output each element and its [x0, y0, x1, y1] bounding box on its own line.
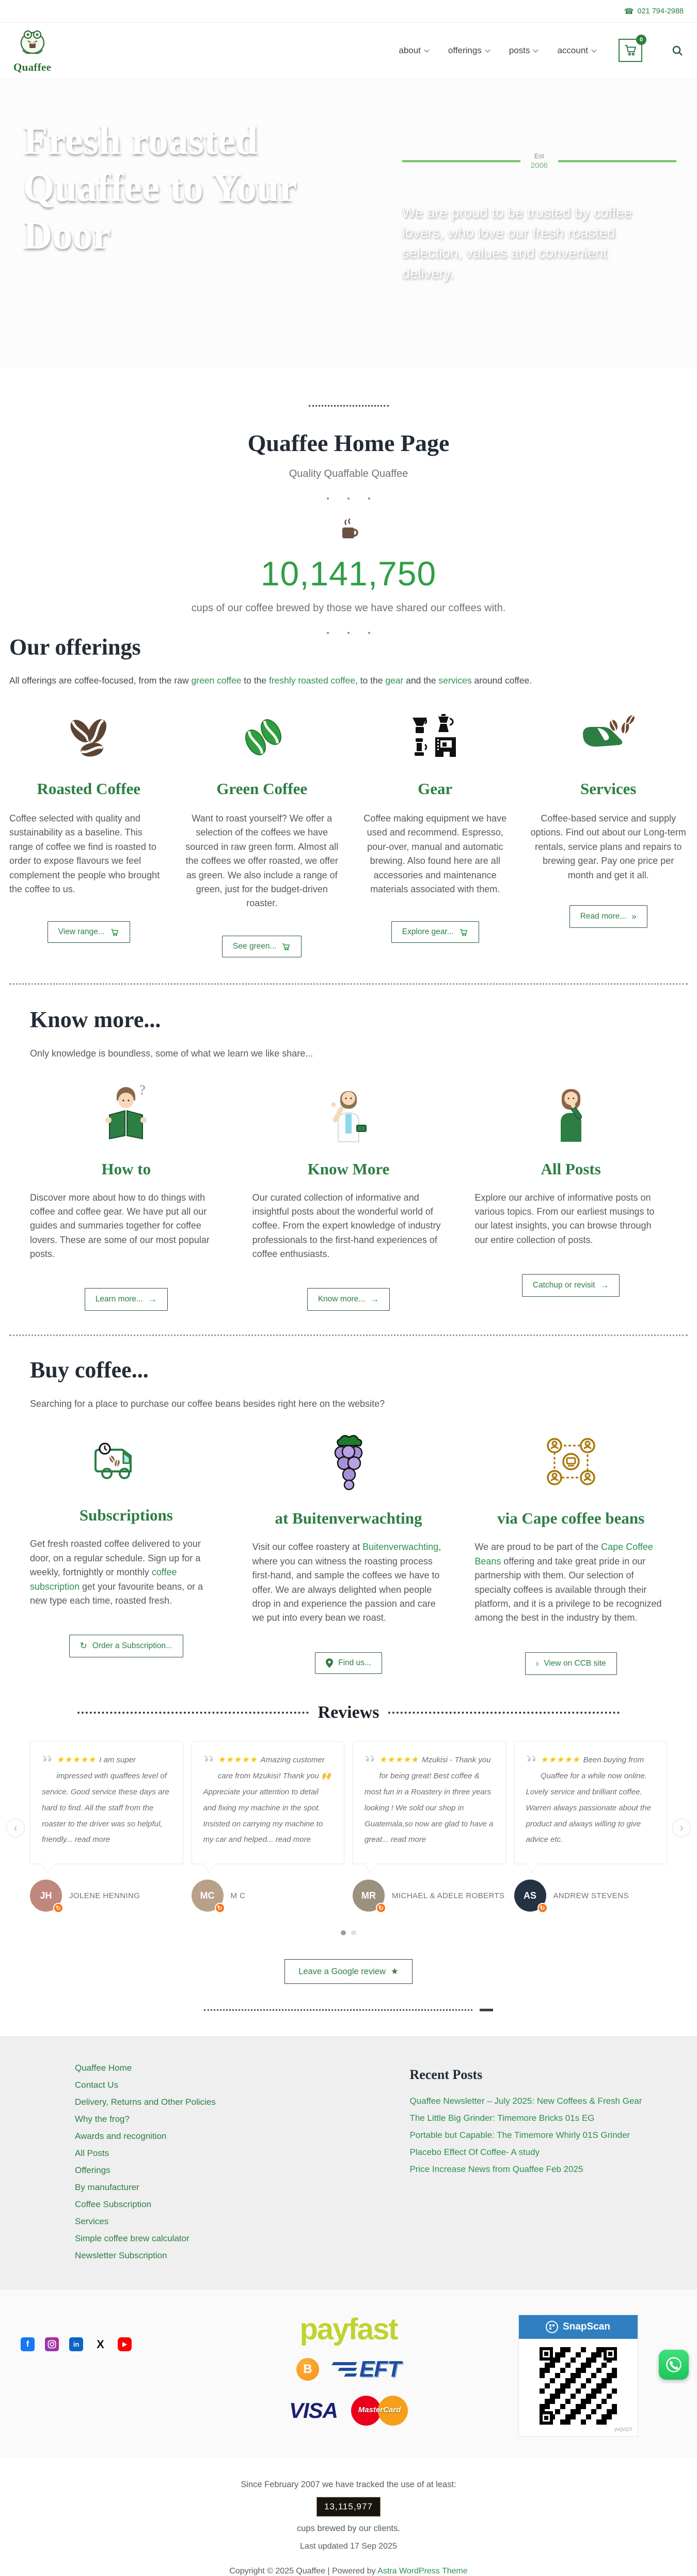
qr-code-label: yvQvQ7l: [614, 2427, 632, 2432]
est-year: 2006: [530, 161, 548, 170]
coffee-gear-icon: [408, 711, 462, 765]
review-text: Amazing customer care from Mzukisi! Thank you 🙌 Appreciate your attention to detail and fixing my machine in the spot. Insisted on carrying my machine to my car and helped... read more: [203, 1755, 331, 1844]
footer-link[interactable]: Quaffee Home: [75, 2063, 132, 2073]
chevron-down-icon: [533, 47, 538, 52]
reviews-section: [0, 1675, 697, 1984]
whatsapp-icon: [665, 2356, 683, 2373]
cart-icon: [281, 942, 291, 951]
offerings-intro: All offerings are coffee-focused, from the raw green coffee to the freshly roasted coffee, to the gear and the services around coffee.: [9, 675, 532, 686]
leave-google-review-button[interactable]: Leave a Google review ★: [284, 1959, 413, 1984]
nav-item-posts[interactable]: posts: [509, 45, 538, 56]
buy-card-buitenverwachting: [252, 1431, 445, 1674]
offering-card-services: [529, 711, 688, 957]
offering-card-gear: [356, 711, 515, 957]
card-title: Know More: [307, 1159, 390, 1178]
footer-link[interactable]: By manufacturer: [75, 2182, 139, 2193]
snapscan-card: [518, 2315, 638, 2437]
know-card-know-more: [252, 1081, 445, 1311]
eft-logo: EFT: [332, 2358, 401, 2381]
recent-posts-list: [409, 2096, 684, 2175]
quaffee-logo[interactable]: [13, 27, 51, 74]
dots-divider: [0, 498, 697, 500]
quote-icon: “: [203, 1749, 214, 1776]
how-to-illustration: [95, 1081, 157, 1145]
card-text: Get fresh roasted coffee delivered to your door, on a regular schedule. Sign up for a weekly, fortnightly or monthly coffee subscription get your favourite beans, or a new type each time, roasted fresh.: [30, 1539, 203, 1606]
coffee-mug-icon: [336, 517, 361, 546]
star-icon: ★: [390, 1967, 399, 1977]
grapes-icon: [320, 1431, 377, 1495]
search-icon: [671, 44, 684, 57]
dotted-divider: [9, 1334, 688, 1336]
recent-post-link[interactable]: Portable but Capable: The Timemore Whirly 01S Grinder: [409, 2130, 630, 2140]
buy-card-subscriptions: [30, 1431, 223, 1674]
arrow-right-icon: →: [600, 1280, 609, 1291]
snapscan-qr: [540, 2347, 617, 2425]
know-more-button[interactable]: Know more... →: [307, 1288, 390, 1311]
offerings-section: [0, 634, 697, 957]
card-title: Subscriptions: [79, 1506, 173, 1525]
payment-methods: [217, 2315, 480, 2427]
services-hand-icon: [580, 711, 637, 765]
recent-post-link[interactable]: Quaffee Newsletter – July 2025: New Coffees & Fresh Gear: [409, 2096, 642, 2106]
green-beans-icon: [236, 711, 288, 765]
cart-icon: [623, 50, 638, 59]
offerings-heading: Our offerings: [9, 634, 141, 660]
card-text: Want to roast yourself? We offer a selection of the coffees we have sourced in raw green form. Almost all the coffees we offer roasted, we offer as green. We also include a range of green, just for the budget-driven roaster.: [185, 813, 339, 909]
visa-logo: VISA: [289, 2398, 338, 2423]
reviewer: [514, 1880, 668, 1912]
frog-logo-icon: [17, 27, 49, 60]
google-review-badge-icon: ↻: [53, 1903, 64, 1913]
phone-icon: ☎: [624, 7, 634, 16]
cups-counter: 10,141,750: [260, 554, 437, 593]
star-rating: ★★★★★: [379, 1755, 419, 1764]
reviewer-name: ANDREW STEVENS: [553, 1891, 629, 1900]
buy-coffee-intro: Searching for a place to purchase our coffee beans besides right here on the website?: [30, 1399, 385, 1409]
review-card: [192, 1741, 345, 1865]
card-title: All Posts: [541, 1159, 601, 1178]
view-ccb-button[interactable]: › View on CCB site: [525, 1652, 617, 1675]
know-card-how-to: [30, 1081, 223, 1311]
review-card: [514, 1741, 668, 1865]
review-text: I am super impressed with quaffees level of service. Good service these days are hard to find. All the staff from the roaster to the driver was so helpful, friendly... read more: [42, 1755, 169, 1844]
footer-link[interactable]: Why the frog?: [75, 2114, 130, 2124]
find-us-button[interactable]: Find us...: [315, 1652, 382, 1674]
dotted-divider: [9, 983, 688, 985]
recent-post-link[interactable]: The Little Big Grinder: Timemore Bricks 01s EG: [409, 2113, 595, 2123]
chevron-down-icon: [485, 47, 490, 52]
google-review-badge-icon: ↻: [376, 1903, 386, 1913]
cape-coffee-beans-network-icon: [540, 1431, 602, 1495]
card-title: Green Coffee: [216, 780, 308, 798]
card-title: at Buitenverwachting: [275, 1509, 422, 1528]
card-text: Visit our coffee roastery at Buitenverwachting, where you can witness the roasting process first-hand, and sample the coffees we have to offer. We are always delighted when people drop in and experience the passion and care we put into every bean we roast.: [252, 1542, 441, 1623]
card-title: Roasted Coffee: [37, 780, 141, 798]
star-rating: ★★★★★: [540, 1755, 580, 1764]
established-badge: [402, 152, 676, 170]
svg-text:?: ?: [139, 1082, 146, 1097]
card-title: How to: [101, 1159, 151, 1178]
avatar: MR ↻: [353, 1880, 385, 1912]
cart-button[interactable]: [619, 39, 642, 62]
star-rating: ★★★★★: [56, 1755, 97, 1764]
buy-card-cape-coffee-beans: [474, 1431, 667, 1674]
topbar: [0, 0, 697, 23]
x-twitter-icon[interactable]: X: [97, 2337, 104, 2351]
google-review-badge-icon: ↻: [215, 1903, 225, 1913]
catchup-button[interactable]: Catchup or revisit →: [522, 1274, 620, 1297]
footer-bottom: [0, 2289, 697, 2457]
buy-coffee-section: [0, 1311, 697, 1674]
explore-gear-button[interactable]: Explore gear...: [391, 921, 479, 943]
google-review-badge-icon: ↻: [537, 1903, 548, 1913]
dotted-line: [388, 1712, 620, 1714]
nav-item-offerings[interactable]: offerings: [448, 45, 489, 56]
nav-item-about[interactable]: about: [399, 45, 429, 56]
est-line-right: [558, 160, 676, 162]
review-text: Mzukisi - Thank you for being great! Best coffee & most fun in a Roastery in three years looking ! We sold our shop in Guatemala,so now are glad to have a great... read more: [365, 1755, 494, 1844]
payfast-logo: payfast: [299, 2313, 398, 2347]
card-text: Explore our archive of informative posts on various topics. From our earliest musings to our latest insights, you can browse through our entire collection of posts.: [474, 1192, 655, 1245]
quote-icon: “: [526, 1749, 536, 1776]
reviewer-name: JOLENE HENNING: [69, 1891, 140, 1900]
review-card: [30, 1741, 183, 1865]
all-posts-illustration: [540, 1081, 602, 1145]
footer-link[interactable]: Offerings: [75, 2165, 110, 2176]
arrow-right-icon: →: [370, 1294, 379, 1305]
card-text: Our curated collection of informative and insightful posts about the wonderful world of coffee. From the expert knowledge of industry professionals to the first-hand experiences of coffee enthusiasts.: [252, 1192, 441, 1260]
main-menu: [399, 39, 684, 62]
est-label: Est: [534, 152, 544, 160]
chevron-down-icon: [424, 47, 429, 52]
copyright: Copyright © 2025 Quaffee | Powered by Astra WordPress Theme: [229, 2567, 468, 2576]
social-icons: [21, 2337, 217, 2351]
review-card: [353, 1741, 506, 1865]
snapscan-logo-icon: [546, 2321, 558, 2333]
buy-coffee-heading: Buy coffee...: [30, 1357, 149, 1383]
recent-posts-heading: Recent Posts: [409, 2067, 483, 2083]
tracked-intro: Since February 2007 we have tracked the use of at least:: [241, 2480, 456, 2490]
double-chevron-icon: »: [631, 911, 637, 921]
est-line-left: [402, 160, 520, 162]
reviewer: [353, 1880, 506, 1912]
map-pin-icon: [326, 1658, 333, 1668]
last-updated: Last updated 17 Sep 2025: [300, 2542, 397, 2551]
youtube-icon[interactable]: [118, 2337, 132, 2351]
carousel-prev-button[interactable]: ‹: [6, 1819, 25, 1837]
phone-number-link[interactable]: 021 794-2988: [637, 7, 684, 15]
recent-post-link[interactable]: Placebo Effect Of Coffee- A study: [409, 2147, 540, 2158]
cup-counter-section: [0, 368, 697, 634]
card-title: via Cape coffee beans: [497, 1509, 645, 1528]
star-rating: ★★★★★: [217, 1755, 258, 1764]
recent-post-link[interactable]: Price Increase News from Quaffee Feb 2025: [409, 2164, 583, 2175]
brand-name: Quaffee: [13, 60, 52, 73]
dotted-line: [77, 1712, 309, 1714]
quote-icon: “: [42, 1749, 53, 1776]
cups-caption: cups of our coffee brewed by those we have shared our coffees with.: [191, 602, 506, 614]
know-more-illustration: [318, 1081, 379, 1145]
footer-divider: [0, 2009, 697, 2011]
reviews-heading: Reviews: [318, 1702, 379, 1722]
footer-link[interactable]: Services: [75, 2216, 109, 2227]
nav-item-account[interactable]: account: [557, 45, 596, 56]
learn-more-button[interactable]: Learn more... →: [85, 1288, 168, 1311]
footer-link[interactable]: Coffee Subscription: [75, 2199, 152, 2210]
refresh-icon: ↻: [80, 1641, 87, 1651]
page-subtitle: Quality Quaffable Quaffee: [289, 468, 408, 479]
footer-link[interactable]: Newsletter Subscription: [75, 2251, 167, 2261]
know-more-heading: Know more...: [30, 1006, 161, 1032]
site-bottom: [0, 2457, 697, 2576]
cups-tracked-counter: 13,115,977: [316, 2497, 381, 2517]
avatar: MC ↻: [192, 1880, 224, 1912]
card-text: Discover more about how to do things with coffee and coffee gear. We have put all our guides and summaries together for coffee lovers. These are some of our most popular posts.: [30, 1192, 210, 1260]
card-text: We are proud to be part of the Cape Coffee Beans offering and take great pride in our partnership with them. Our selection of specialty coffees is available through their platform, and it is a privilege to be recognized among the best in the industry by them.: [474, 1542, 662, 1623]
card-text: Coffee making equipment we have used and recommend. Espresso, pour-over, manual and automatic brewing. Also found here are all accessories and maintenance materials associated with them.: [363, 813, 507, 894]
arrow-right-icon: →: [148, 1294, 157, 1305]
view-range-button[interactable]: View range...: [47, 921, 130, 943]
offering-card-roasted-coffee: [9, 711, 168, 957]
hero-title: Fresh roasted Quaffee to Your Door: [23, 118, 296, 257]
order-subscription-button[interactable]: ↻ Order a Subscription...: [69, 1635, 183, 1657]
facebook-icon[interactable]: f: [21, 2337, 35, 2351]
footer-link[interactable]: All Posts: [75, 2148, 109, 2159]
page-title: Quaffee Home Page: [247, 430, 450, 456]
cart-count-badge: 0: [636, 35, 646, 45]
carousel-dot-active[interactable]: [341, 1930, 346, 1935]
main-navbar: [0, 23, 697, 79]
carousel-next-button[interactable]: ›: [672, 1819, 691, 1837]
review-text: Been buying from Quaffee for a while now online. Lovely service and brilliant coffee. Warren always passionate about the product and always willing to give advice etc.: [526, 1755, 651, 1844]
mastercard-logo: MasterCard: [351, 2394, 408, 2427]
know-more-section: [0, 957, 697, 1311]
card-text: Coffee-based service and supply options. Find out about our Long-term rentals, service plans and repairs to brewing gear. Pay one price per month and get it all.: [530, 813, 686, 880]
see-green-button[interactable]: See green...: [222, 936, 302, 957]
footer-widgets: [0, 2036, 697, 2289]
carousel-dot[interactable]: [351, 1930, 356, 1935]
footer-link[interactable]: Delivery, Returns and Other Policies: [75, 2097, 216, 2107]
footer-link[interactable]: Simple coffee brew calculator: [75, 2233, 189, 2244]
tracked-caption: cups brewed by our clients.: [297, 2524, 400, 2534]
search-button[interactable]: [671, 44, 684, 57]
offering-card-green-coffee: [183, 711, 342, 957]
reviewer: [30, 1880, 183, 1912]
chevron-down-icon: [592, 47, 597, 52]
know-card-all-posts: [474, 1081, 667, 1311]
bitcoin-icon: B: [296, 2358, 319, 2381]
know-more-intro: Only knowledge is boundless, some of what we learn we like share...: [30, 1048, 313, 1059]
linkedin-icon[interactable]: in: [69, 2337, 83, 2351]
hero-section: [0, 79, 697, 368]
roasted-beans-icon: [63, 711, 115, 765]
cart-icon: [110, 927, 119, 937]
quote-icon: “: [365, 1749, 375, 1776]
snapscan-name: SnapScan: [563, 2321, 610, 2333]
footer-link[interactable]: Contact Us: [75, 2080, 119, 2090]
delivery-van-icon: [92, 1431, 160, 1492]
dotted-divider: [309, 405, 389, 407]
avatar: JH ↻: [30, 1880, 62, 1912]
card-title: Gear: [418, 780, 453, 798]
avatar: AS ↻: [514, 1880, 546, 1912]
reviewer-name: MICHAEL & ADELE ROBERTS: [392, 1891, 505, 1900]
card-text: Coffee selected with quality and sustainability as a baseline. This range of coffee we find is roasted to order to expose flavours we feel complement the people who brought the coffee to us.: [9, 813, 160, 894]
hero-text: We are proud to be trusted by coffee lovers, who love our fresh roasted selection, values and convenient delivery.: [402, 205, 632, 282]
cart-icon: [459, 927, 468, 937]
reviewer: [192, 1880, 345, 1912]
footer-links: [75, 2063, 409, 2268]
card-title: Services: [580, 780, 637, 798]
chevron-right-icon: ›: [535, 1658, 539, 1668]
footer-link[interactable]: Awards and recognition: [75, 2131, 167, 2142]
services-read-more-button[interactable]: Read more... »: [569, 905, 647, 928]
instagram-icon[interactable]: [45, 2337, 59, 2351]
reviewer-name: M C: [230, 1891, 246, 1900]
whatsapp-button[interactable]: [659, 2350, 689, 2380]
